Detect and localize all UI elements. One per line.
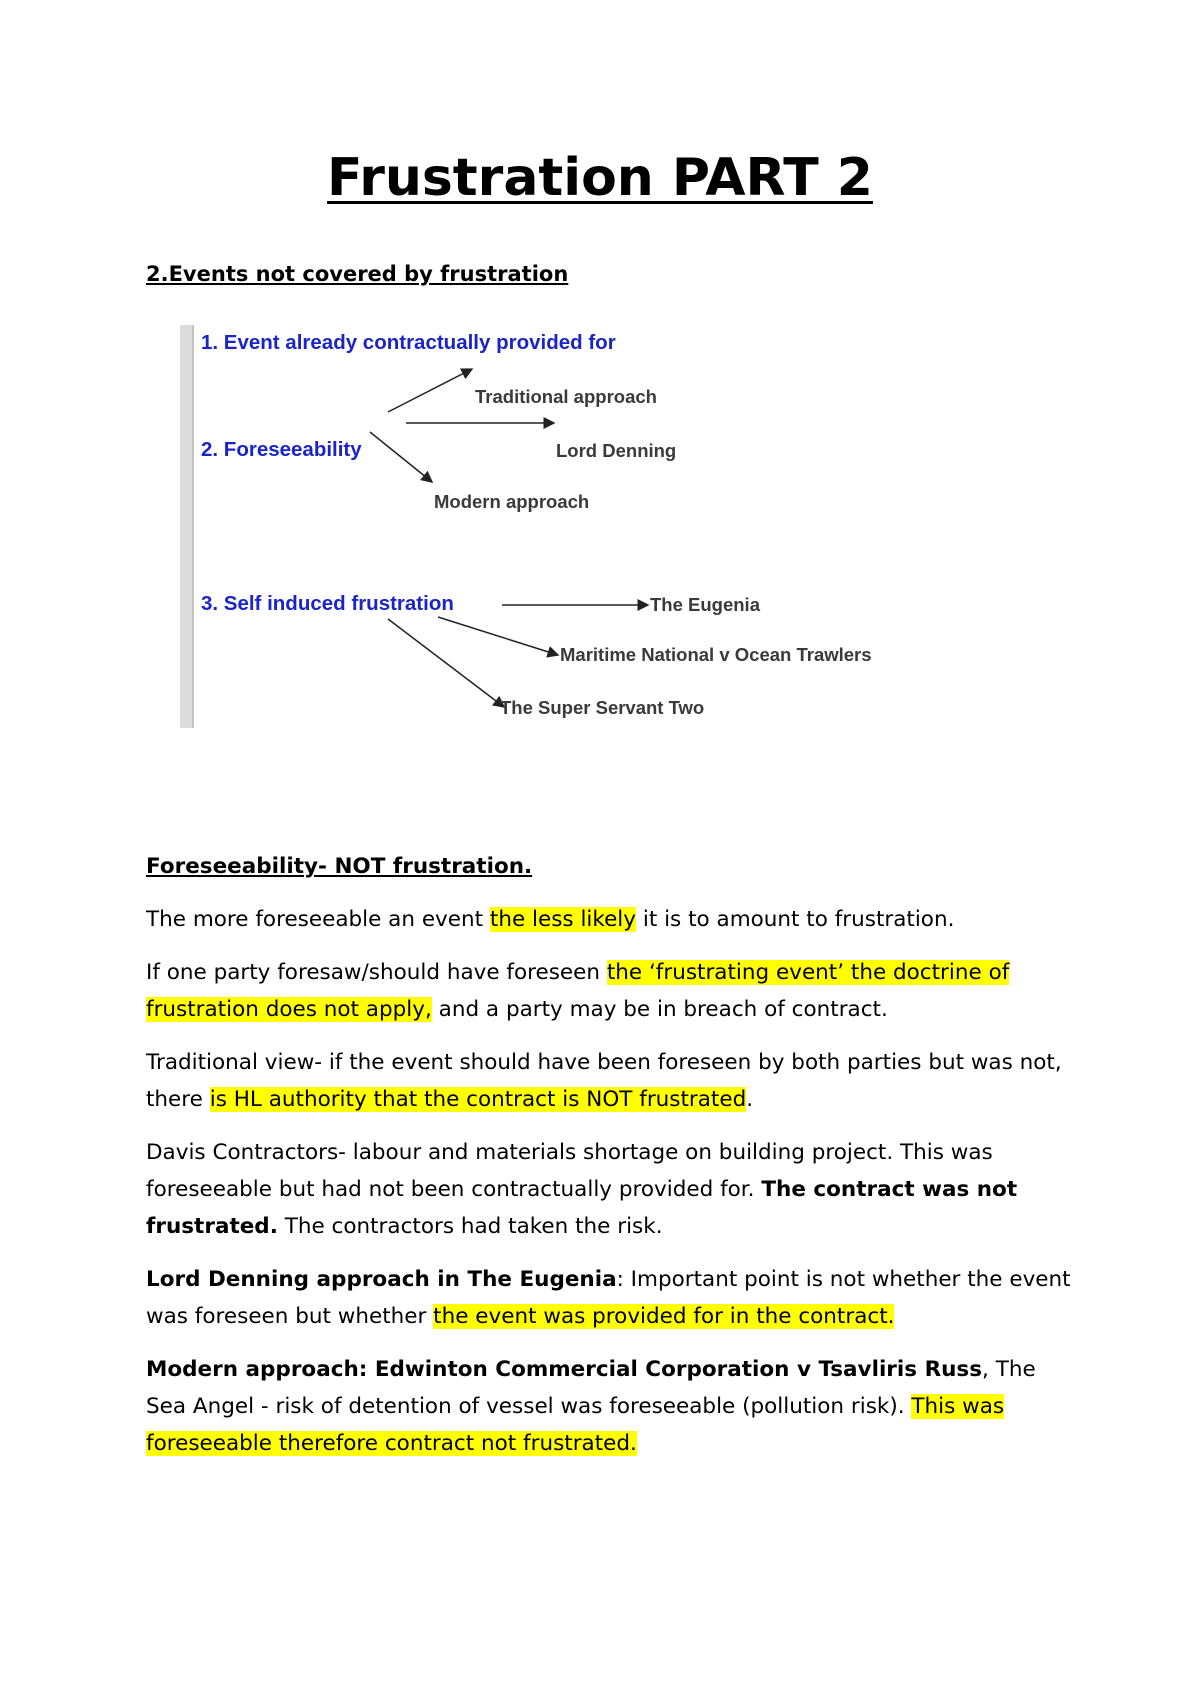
highlight: This was foreseeable therefore contract not frustrated. [146,1394,1005,1456]
highlight: is HL authority that the contract is NOT frustrated [209,1087,747,1112]
diagram-branch-eugenia: The Eugenia [650,594,760,615]
paragraph-2: If one party foresaw/should have foreseen the ‘frustrating event’ the doctrine of frustration does not apply, and a party may be in breach of contract. [146,960,1010,1022]
diagram-branch-super-servant: The Super Servant Two [500,697,705,718]
arrow-to-modern [370,432,432,482]
foreseeability-heading: Foreseeability- NOT frustration. [146,854,533,879]
paragraph-4: Davis Contractors- labour and materials shortage on building project. This was foreseeable but had not been contractually provided for. The contract was not frustrated. The contractors had taken the risk. [146,1140,1018,1239]
bold-text: Lord Denning approach in The Eugenia [146,1267,617,1292]
paragraph-3: Traditional view- if the event should have been foreseen by both parties but was not, there is HL authority that the contract is NOT frustrated. [146,1050,1062,1112]
body-text [146,848,1076,1478]
arrow-to-maritime [438,617,558,655]
highlight: the less likely [489,907,637,932]
section-heading: 2.Events not covered by frustration [146,262,569,286]
bold-text: The contract was not frustrated. [146,1177,1018,1239]
highlight: the event was provided for in the contract. [433,1304,895,1329]
bold-text: Modern approach: Edwinton Commercial Corporation v Tsavliris Russ [146,1357,983,1382]
page-title: Frustration PART 2 [327,148,873,208]
diagram-branch-traditional: Traditional approach [475,386,657,407]
arrow-to-traditional [388,369,472,412]
diagram-item-2: 2. Foreseeability [201,438,362,461]
diagram-item-1: 1. Event already contractually provided for [201,331,616,354]
paragraph-5: Lord Denning approach in The Eugenia: Important point is not whether the event was foreseen but whether the event was provided for in the contract. [146,1267,1071,1329]
diagram-branch-denning: Lord Denning [556,440,677,461]
highlight: the ‘frustrating event’ the doctrine of frustration does not apply, [146,960,1010,1022]
frustration-diagram [180,325,920,730]
diagram-branch-maritime: Maritime National v Ocean Trawlers [560,644,872,665]
diagram-branch-modern: Modern approach [434,491,590,512]
diagram-item-3: 3. Self induced frustration [201,592,454,615]
paragraph-1: The more foreseeable an event the less likely it is to amount to frustration. [146,907,955,932]
paragraph-6: Modern approach: Edwinton Commercial Corporation v Tsavliris Russ, The Sea Angel - risk of detention of vessel was foreseeable (pollution risk). This was foreseeable therefore contract not frustrated. [146,1357,1036,1456]
